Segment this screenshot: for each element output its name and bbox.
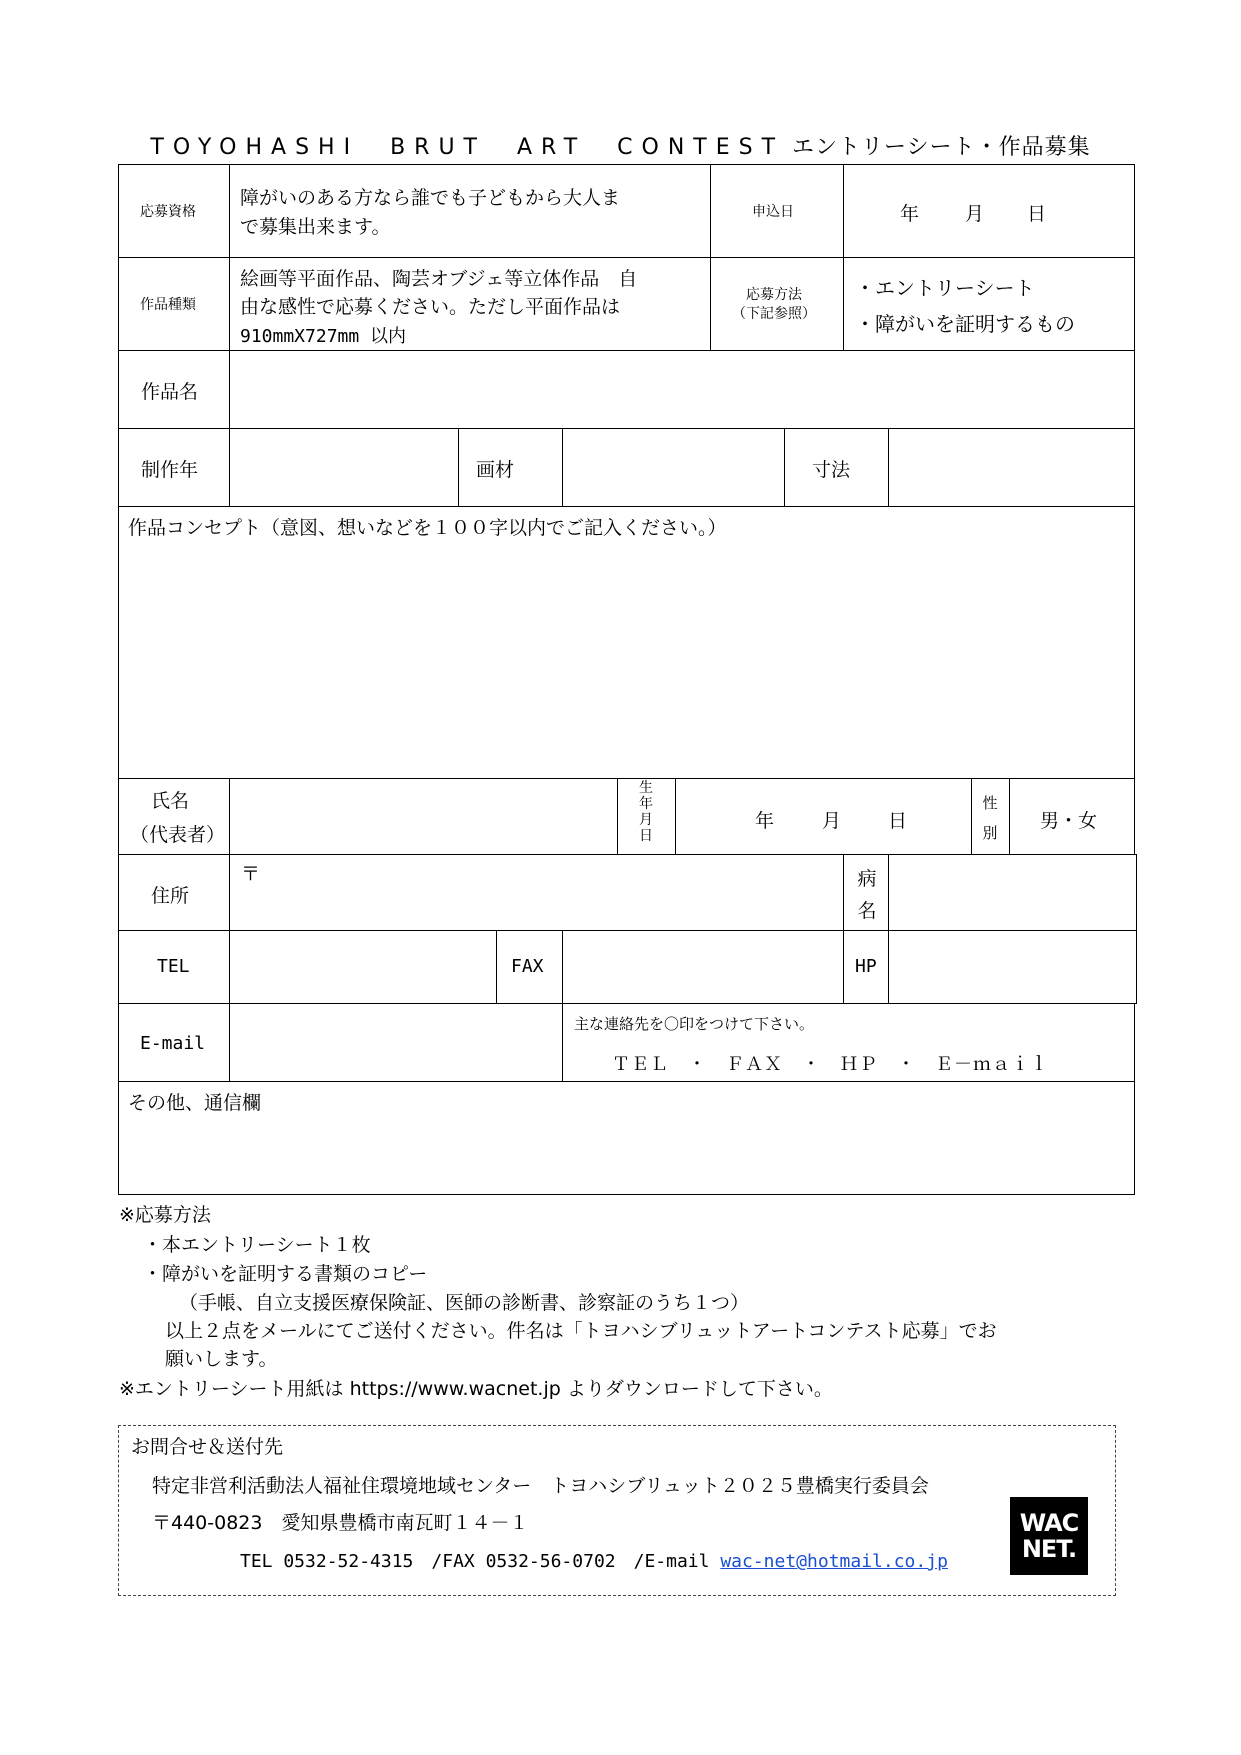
- hp-label: HP: [855, 956, 877, 977]
- notes-item-entry-sheet: ・本エントリーシート１枚: [143, 1234, 371, 1256]
- gender-label: 性別: [982, 794, 998, 842]
- name-field[interactable]: [231, 779, 616, 853]
- email-field[interactable]: [231, 1004, 561, 1080]
- contact-address: 〒440-0823 愛知県豊橋市南瓦町１４－１: [152, 1512, 529, 1534]
- fax-field[interactable]: [564, 931, 842, 1002]
- contact-instruction: 主な連絡先を〇印をつけて下さい。: [574, 1015, 815, 1033]
- birth-month[interactable]: 月: [822, 810, 842, 832]
- name-sublabel: （代表者）: [130, 824, 226, 846]
- work-name-field[interactable]: [231, 351, 1133, 427]
- eligibility-text-2: で募集出来ます。: [240, 216, 391, 238]
- birth-label: 生年月日: [639, 780, 653, 844]
- disease-field[interactable]: [890, 856, 1134, 928]
- concept-field[interactable]: [120, 545, 1133, 775]
- size-field[interactable]: [890, 429, 1133, 505]
- email-label: E-mail: [140, 1033, 206, 1054]
- contact-email-link[interactable]: wac-net@hotmail.co.jp: [720, 1551, 948, 1572]
- other-label: その他、通信欄: [128, 1092, 262, 1114]
- method-sublabel: （下記参照）: [732, 306, 816, 322]
- other-field[interactable]: [120, 1118, 1133, 1192]
- tel-label: TEL: [157, 956, 190, 977]
- apply-date-year[interactable]: 年: [900, 203, 920, 225]
- work-type-label: 作品種類: [140, 297, 196, 313]
- birth-year[interactable]: 年: [755, 810, 775, 832]
- gender-options[interactable]: 男・女: [1040, 810, 1098, 832]
- notes-send-instruction-2: 願いします。: [165, 1348, 278, 1370]
- contact-phone-fax: TEL 0532-52-4315 /FAX 0532-56-0702 /E-mail: [240, 1551, 721, 1572]
- work-type-text-2: 由な感性で応募ください。ただし平面作品は: [240, 296, 621, 318]
- contact-heading: お問合せ＆送付先: [131, 1436, 284, 1458]
- work-type-text-3: 910mmX727mm 以内: [240, 326, 407, 347]
- apply-date-day[interactable]: 日: [1027, 203, 1047, 225]
- method-label: 応募方法: [746, 287, 802, 303]
- eligibility-label: 応募資格: [140, 204, 196, 220]
- wac-net-logo: [1010, 1497, 1088, 1575]
- year-made-field[interactable]: [231, 429, 457, 505]
- apply-date-month[interactable]: 月: [965, 203, 985, 225]
- contact-organization: 特定非営利活動法人福祉住環境地域センター トヨハシブリュット２０２５豊橋実行委員会: [152, 1475, 929, 1497]
- tel-field[interactable]: [231, 931, 495, 1002]
- fax-label: FAX: [511, 956, 544, 977]
- hp-field[interactable]: [890, 931, 1135, 1002]
- contact-options[interactable]: ＴＥＬ ・ ＦＡＸ ・ ＨＰ ・ Ｅ－ｍａｉｌ: [612, 1054, 1049, 1075]
- title-jp: エントリーシート・作品募集: [792, 135, 1091, 160]
- method-item-entry-sheet: ・エントリーシート: [855, 276, 1035, 300]
- material-field[interactable]: [564, 429, 783, 505]
- eligibility-text-1: 障がいのある方なら誰でも子どもから大人ま: [240, 187, 621, 209]
- notes-heading: ※応募方法: [119, 1204, 211, 1226]
- work-type-text-1: 絵画等平面作品、陶芸オブジェ等立体作品 自: [240, 268, 638, 290]
- concept-label: 作品コンセプト（意図、想いなどを１００字以内でご記入ください。）: [128, 517, 727, 539]
- logo-line-2: NET.: [1021, 1535, 1077, 1563]
- size-label: 寸法: [812, 459, 851, 481]
- address-label: 住所: [151, 885, 190, 907]
- material-label: 画材: [476, 459, 515, 481]
- name-label: 氏名: [151, 790, 190, 812]
- page-title: [0, 130, 1241, 161]
- birth-day[interactable]: 日: [888, 810, 908, 832]
- apply-date-label: 申込日: [752, 204, 794, 220]
- notes-send-instruction-1: 以上２点をメールにてご送付ください。件名は「トヨハシブリュットアートコンテスト応募」でお: [165, 1320, 997, 1342]
- work-name-label: 作品名: [141, 381, 199, 403]
- contact-phones: [240, 1547, 948, 1573]
- notes-item-proof-copy: ・障がいを証明する書類のコピー: [143, 1263, 428, 1285]
- disease-label: 病名: [857, 868, 877, 922]
- notes-item-proof-detail: （手帳、自立支援医療保険証、医師の診断書、診察証のうち１つ）: [179, 1292, 750, 1314]
- title-latin: TOYOHASHI BRUT ART CONTEST: [150, 135, 785, 160]
- address-field[interactable]: [262, 856, 842, 928]
- notes-download: ※エントリーシート用紙は https://www.wacnet.jp よりダウンロードして下さい。: [119, 1378, 833, 1400]
- method-item-proof: ・障がいを証明するもの: [855, 312, 1075, 336]
- year-made-label: 制作年: [141, 459, 199, 481]
- logo-line-1: WAC: [1019, 1509, 1079, 1537]
- postal-mark: 〒: [241, 863, 261, 885]
